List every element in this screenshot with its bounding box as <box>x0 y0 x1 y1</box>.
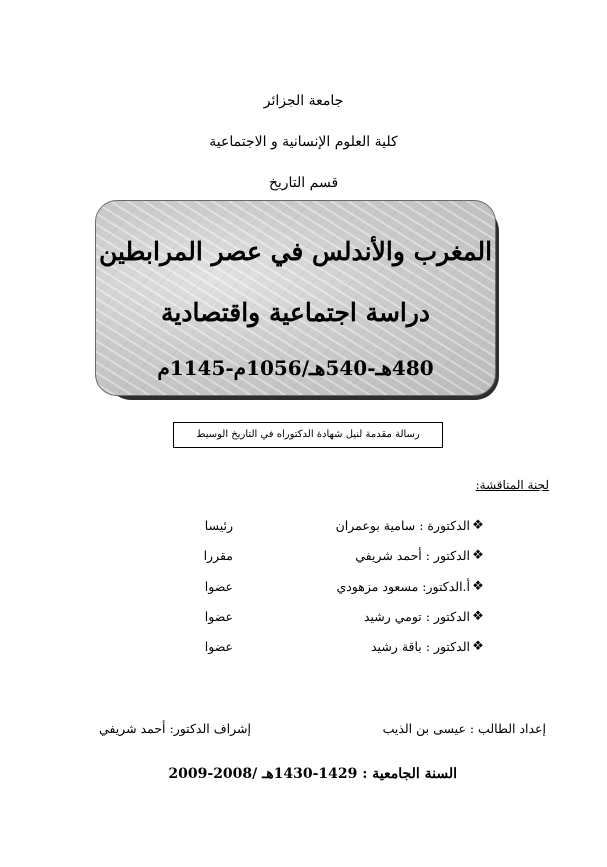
university-name: جامعة الجزائر <box>263 93 344 109</box>
academic-year: السنة الجامعية : 1429-1430هـ /2008-2009 <box>168 766 457 782</box>
diamond-bullet-icon: ❖ <box>472 609 484 624</box>
member-title-name: أ.الدكتور: مسعود مزهودي <box>336 579 470 594</box>
member-title-name: الدكتورة : سامية بوعمران <box>335 518 470 533</box>
committee-label: لجنة المناقشة: <box>475 478 549 492</box>
member-role: مقررا <box>203 548 233 563</box>
diamond-bullet-icon: ❖ <box>472 518 484 533</box>
thesis-title: المغرب والأندلس في عصر المرابطين <box>98 237 493 266</box>
member-title-name: الدكتور : تومي رشيد <box>363 609 470 624</box>
faculty-name: كلية العلوم الإنسانية و الاجتماعية <box>209 134 398 150</box>
member-role: رئيسا <box>204 518 233 533</box>
committee-member <box>0 639 607 659</box>
committee-member <box>0 548 607 568</box>
member-title-name: الدكتور : أحمد شريفي <box>355 548 470 563</box>
supervisor: إشراف الدكتور: أحمد شريفي <box>98 721 251 736</box>
committee-member <box>0 518 607 538</box>
committee-member <box>0 609 607 629</box>
department-name: قسم التاريخ <box>268 175 339 191</box>
thesis-note: رسالة مقدمة لنيل شهادة الدكتوراه في التاريخ الوسيط <box>173 422 443 448</box>
member-role: عضوا <box>204 609 233 624</box>
member-title-name: الدكتور : باقة رشيد <box>371 639 470 654</box>
member-role: عضوا <box>204 639 233 654</box>
diamond-bullet-icon: ❖ <box>472 639 484 654</box>
diamond-bullet-icon: ❖ <box>472 579 484 594</box>
prepared-by: إعداد الطالب : عيسى بن الذيب <box>382 721 546 736</box>
committee-member <box>0 579 607 599</box>
diamond-bullet-icon: ❖ <box>472 548 484 563</box>
title-box <box>95 200 496 396</box>
member-role: عضوا <box>204 579 233 594</box>
thesis-subtitle: دراسة اجتماعية واقتصادية <box>160 298 431 327</box>
thesis-dates: 480هـ-540هـ/1056م-1145م <box>157 356 434 380</box>
